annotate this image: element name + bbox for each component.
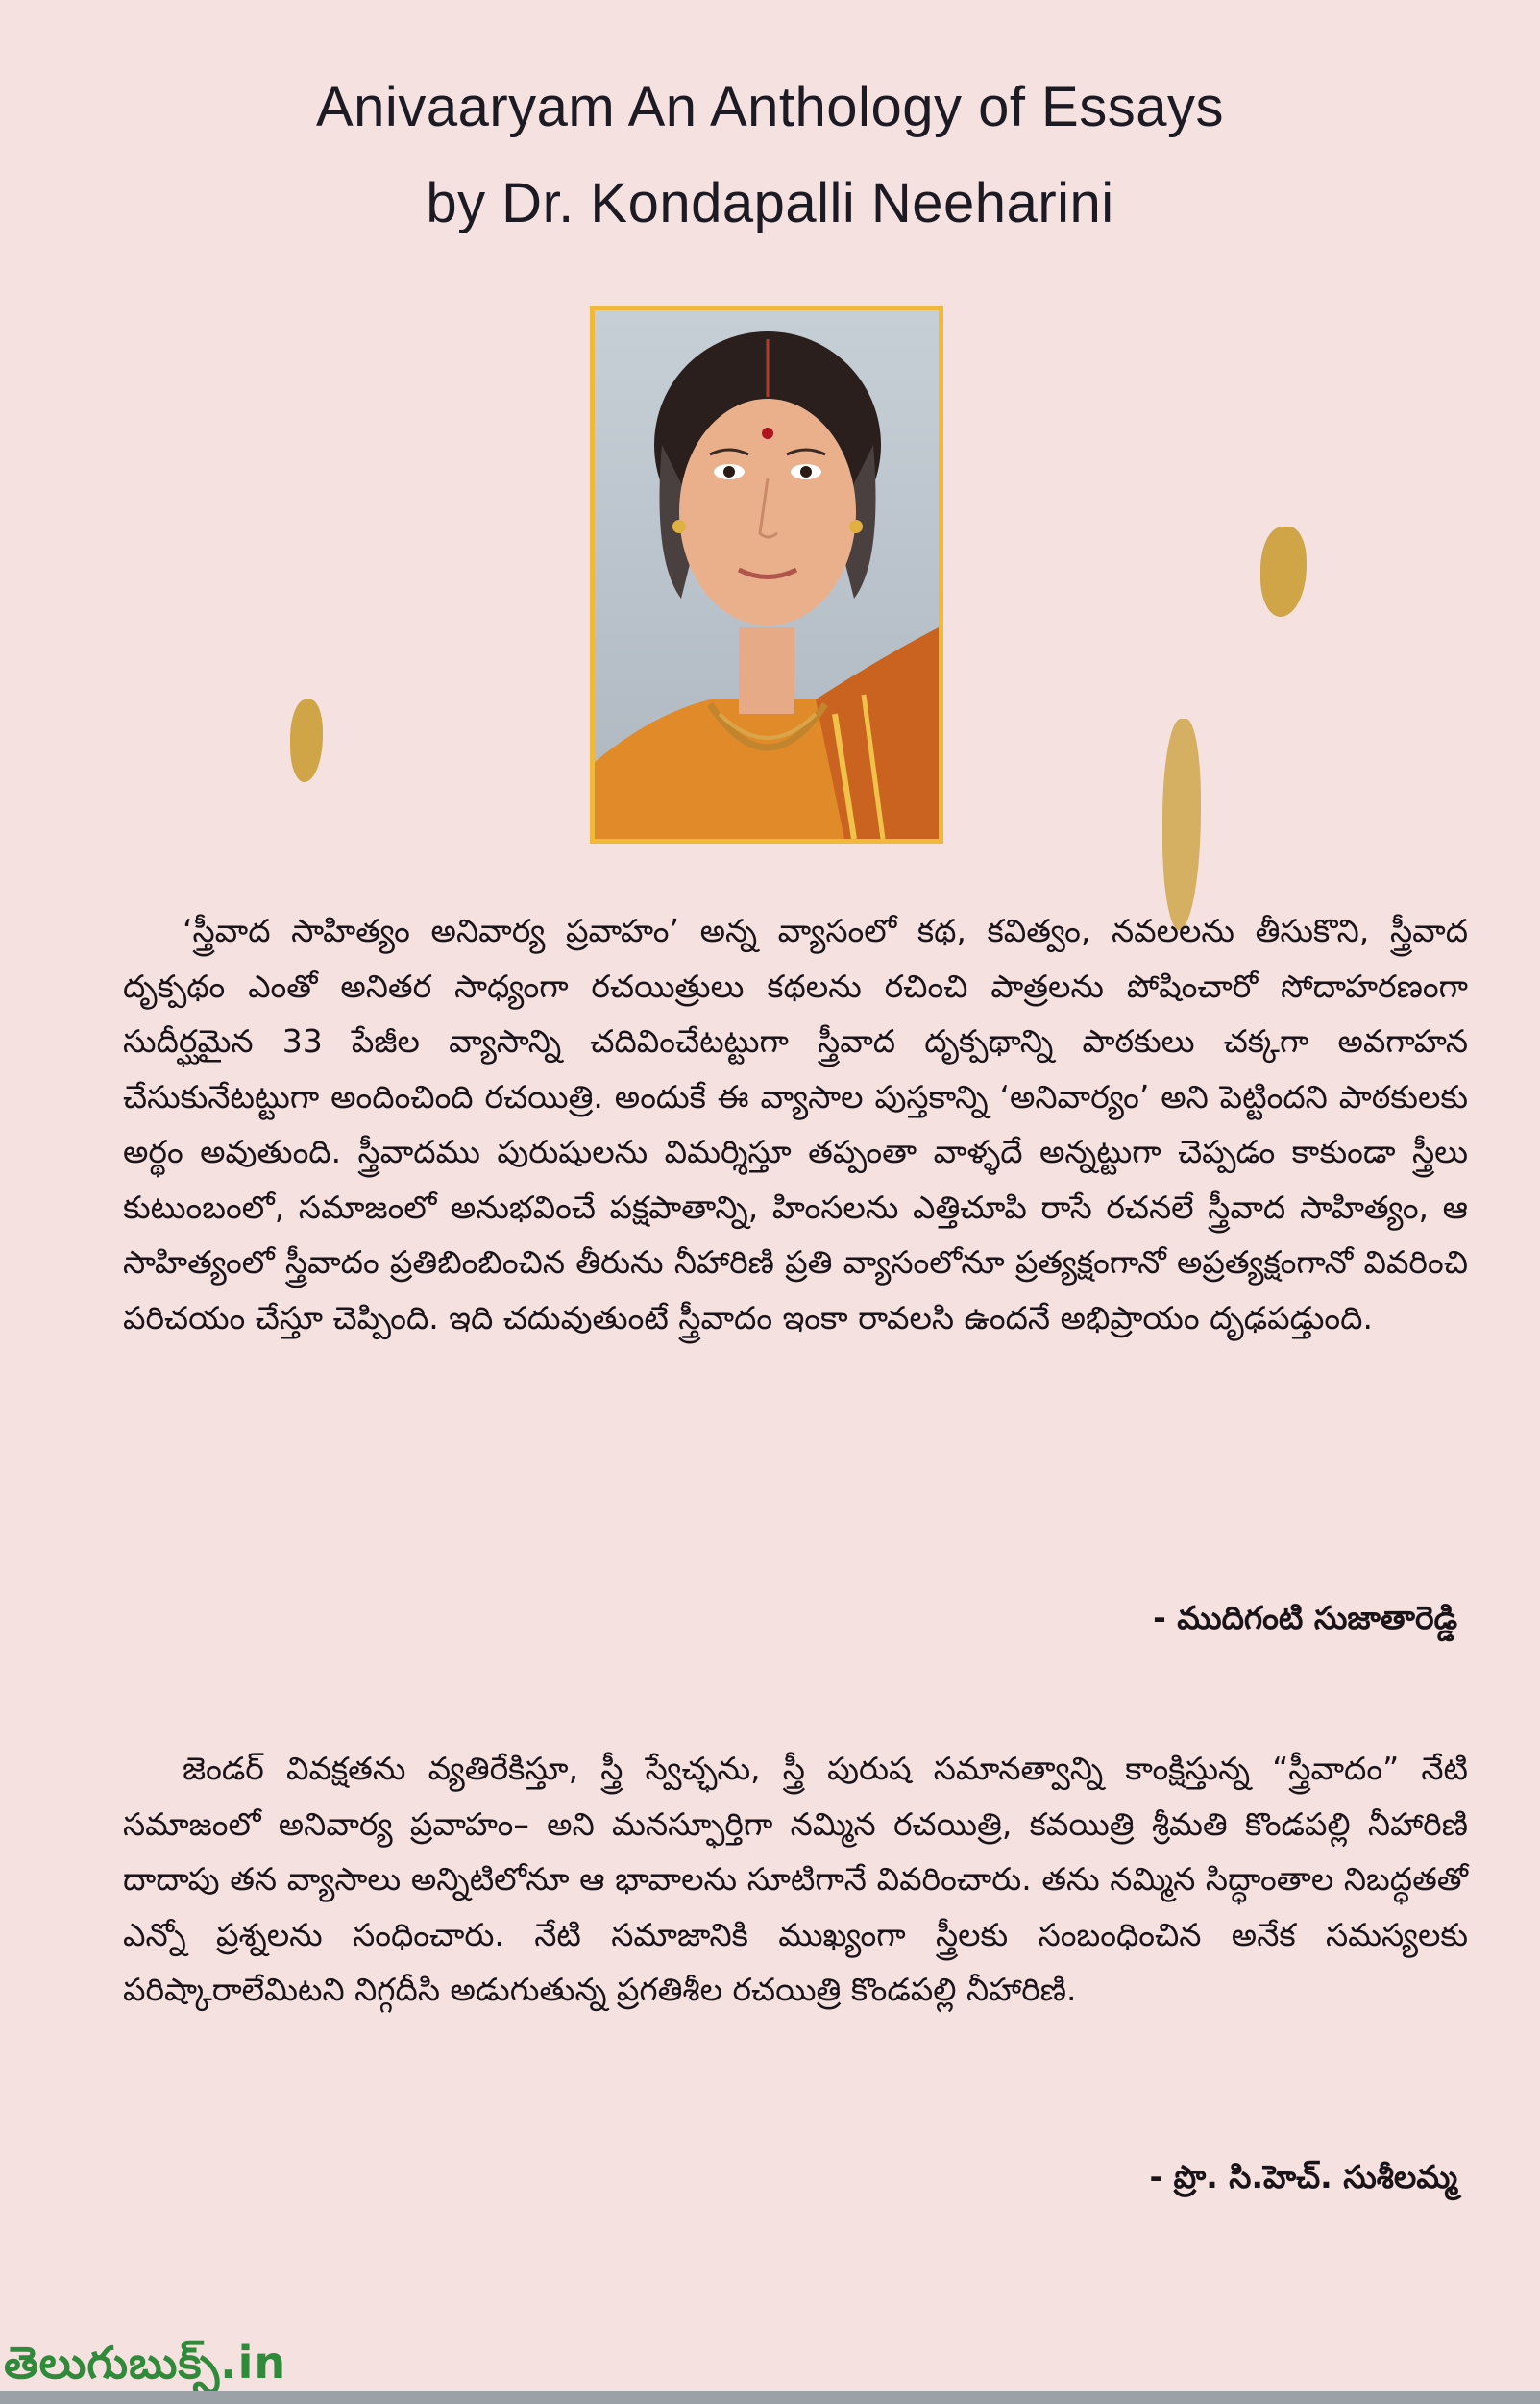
bottom-scan-strip: [0, 2391, 1540, 2404]
author-photo: [590, 306, 943, 844]
quote-signature-2: - ప్రొ. సి.హెచ్. సుశీలమ్మ: [1149, 2158, 1457, 2195]
title-line-1: Anivaaryam An Anthology of Essays: [315, 76, 1224, 138]
title-line-2: by Dr. Kondapalli Neeharini: [426, 172, 1114, 234]
quote-paragraph-2: జెండర్ వివక్షతను వ్యతిరేకిస్తూ, స్త్రీ స్వేచ్ఛను, స్త్రీ పురుష సమానత్వాన్ని కాంక్షిస్తున్న “స్త్రీవాదం” నేటి సమాజంలో అనివార్య ప్రవాహం– అని మనస్ఫూర్తిగా నమ్మిన రచయిత్రి, కవయిత్రి శ్రీమతి కొండపల్లి నీహారిణి దాదాపు తన వ్యాసాలు అన్నిటిలోనూ ఆ భావాలను సూటిగానే వివరించారు. తను నమ్మిన సిద్ధాంతాల నిబద్ధతతో ఎన్నో ప్రశ్నలను సంధించారు. నేటి సమాజానికి ముఖ్యంగా స్త్రీలకు సంబంధించిన అనేక సమస్యలకు పరిష్కారాలేమిటని నిగ్గదీసి అడుగుతున్న ప్రగతిశీల రచయిత్రి కొండపల్లి నీహారిణి.: [123, 1750, 1468, 2008]
author-portrait-illustration: [595, 310, 939, 839]
quote-signature-1: - ముదిగంటి సుజాతారెడ్డి: [1153, 1599, 1457, 1636]
quote-paragraph-1: ‘స్త్రీవాద సాహిత్యం అనివార్య ప్రవాహం’ అన్న వ్యాసంలో కథ, కవిత్వం, నవలలను తీసుకొని, స్త్రీవాద దృక్పథం ఎంతో అనితర సాధ్యంగా రచయిత్రులు కథలను రచించి పాత్రలను పోషించారో సోదాహరణంగా సుదీర్ఘమైన 33 పేజీల వ్యాసాన్ని చదివించేటట్టుగా స్త్రీవాద దృక్పథాన్ని పాఠకులు చక్కగా అవగాహన చేసుకునేటట్టుగా అందించింది రచయిత్రి. అందుకే ఈ వ్యాసాల పుస్తకాన్ని ‘అనివార్యం’ అని పెట్టిందని పాఠకులకు అర్థం అవుతుంది. స్త్రీవాదము పురుషులను విమర్శిస్తూ తప్పంతా వాళ్ళదే అన్నట్టుగా చెప్పడం కాకుండా స్త్రీలు కుటుంబంలో, సమాజంలో అనుభవించే పక్షపాతాన్ని, హింసలను ఎత్తిచూపి రాసే రచనలే స్త్రీవాద సాహిత్యం, ఆ సాహిత్యంలో స్త్రీవాదం ప్రతిబింబించిన తీరును నీహారిణి ప్రతి వ్యాసంలోనూ ప్రత్యక్షంగానో అప్రత్యక్షంగానో వివరించి పరిచయం చేస్తూ చెప్పింది. ఇది చదువుతుంటే స్త్రీవాదం ఇంకా రావలసి ఉందనే అభిప్రాయం దృఢపడ్తుంది.: [123, 912, 1468, 1337]
stain-mark: [290, 699, 323, 782]
site-watermark: తెలుగుబుక్స్.in: [4, 2337, 287, 2389]
stain-mark: [1162, 719, 1201, 930]
stain-mark: [1260, 527, 1307, 617]
